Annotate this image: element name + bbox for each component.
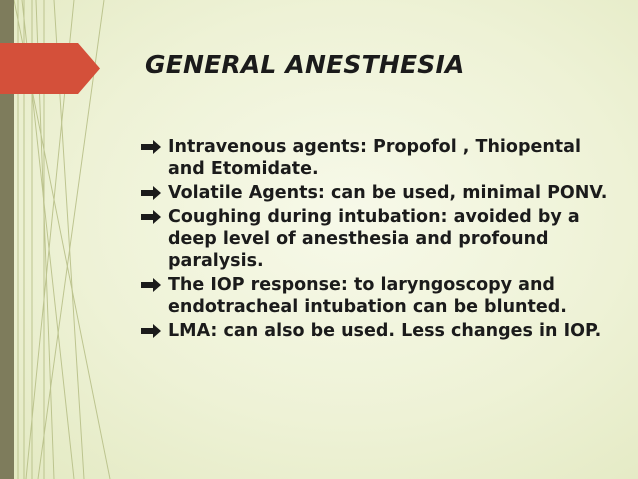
- bullet-text: Coughing during intubation: avoided by a deep level of anesthesia and profound paralysis.: [168, 207, 580, 271]
- bullet-text: The IOP response: to laryngoscopy and endotracheal intubation can be blunted.: [168, 275, 567, 317]
- bullet-item-1: [141, 136, 611, 180]
- arrow-bullet-icon: [141, 140, 161, 154]
- slide-title: GENERAL ANESTHESIA: [145, 50, 465, 79]
- bullet-item-5: [141, 320, 611, 342]
- bullet-list: [141, 136, 611, 344]
- arrow-bullet-icon: [141, 210, 161, 224]
- arrow-bullet-icon: [141, 278, 161, 292]
- bullet-item-2: [141, 182, 611, 204]
- arrow-bullet-icon: [141, 186, 161, 200]
- bullet-text: LMA: can also be used. Less changes in IOP.: [168, 321, 602, 341]
- arrow-marker-icon: [0, 43, 100, 94]
- bullet-text: Intravenous agents: Propofol , Thiopental and Etomidate.: [168, 137, 581, 179]
- bullet-item-3: [141, 206, 611, 272]
- bullet-item-4: [141, 274, 611, 318]
- bullet-text: Volatile Agents: can be used, minimal PONV.: [168, 183, 608, 203]
- arrow-bullet-icon: [141, 324, 161, 338]
